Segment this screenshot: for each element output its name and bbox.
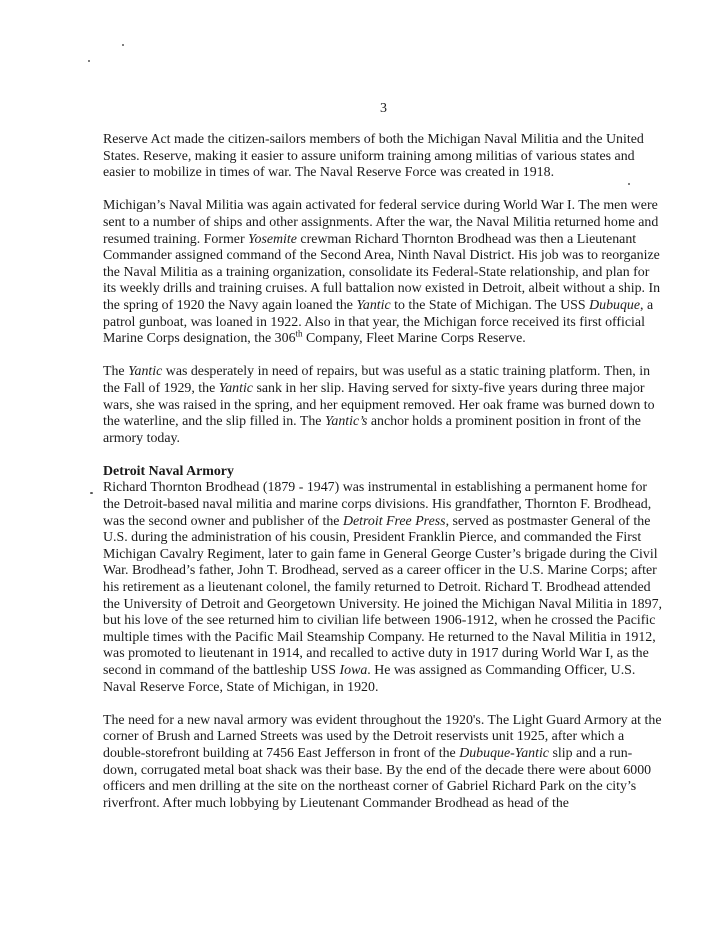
paragraph-reserve-act: Reserve Act made the citizen-sailors members of both the Michigan Naval Militia and the United States. Reserve, making it easier to assure uniform training among militias of various states and easier to mobilize in times of war. The Naval Reserve Force was created in 1918. — [103, 132, 644, 181]
section-heading: Detroit Naval Armory — [103, 463, 234, 479]
scan-speck — [90, 492, 93, 494]
italic-text: Yantic — [356, 297, 391, 313]
scan-speck — [88, 60, 90, 62]
document-body — [103, 132, 663, 829]
paragraph-yantic: The Yantic was desperately in need of repairs, but was useful as a static training platform. Then, in the Fall of 1929, the Yantic sank in her slip. Having served for sixty-five years during three major wars, she was raised in the spring, and her equipment removed. Her oak frame was burned down to the waterline, and the slip filled in. The Yantic’s anchor holds a prominent position in front of the armory today. — [103, 364, 655, 446]
italic-text: Iowa — [339, 663, 368, 678]
italic-text: Yantic — [128, 364, 163, 380]
paragraph-new-armory: The need for a new naval armory was evident throughout the 1920's. The Light Guard Armory at the corner of Brush and Larned Streets was used by the Detroit reservists unit 1925, after which a double-storefront building at 7456 East Jefferson in front of the Dubuque-Yantic slip and a run-down, corrugated metal boat shack was their base. By the end of the decade there were about 6000 officers and men drilling at the site on the northeast corner of Gabriel Richard Park on the city’s riverfront. After much lobbying by Lieutenant Commander Brodhead as head of the — [103, 712, 662, 811]
page-number: 3 — [380, 101, 387, 116]
italic-text: Dubuque-Yantic — [459, 745, 549, 761]
scan-speck — [122, 44, 124, 46]
italic-text: Dubuque — [589, 297, 641, 313]
italic-text: Yantic — [218, 380, 253, 396]
paragraph-brodhead: Richard Thornton Brodhead (1879 - 1947) was instrumental in establishing a permanent home for the Detroit-based naval militia and marine corps divisions. His grandfather, Thornton F. Brodhead, was the second owner and publisher of the Detroit Free Press, served as postmaster General of the U.S. during the administration of his cousin, President Franklin Pierce, and commanded the First Michigan Cavalry Regiment, later to gain fame in General George Custer’s brigade during the Civil War. Brodhead’s father, John T. Brodhead, served as a career officer in the U.S. Marine Corps; after his retirement as a lieutenant colonel, the family returned to Detroit. Richard T. Brodhead attended the University of Detroit and Georgetown University. He joined the Michigan Naval Militia in 1897, but his love of the see returned him to civilian life between 1906-1912, when he crossed the Pacific multiple times with the Pacific Mail Steamship Company. He returned to the Naval Militia in 1912, was promoted to lieutenant in 1914, and recalled to active duty in 1917 during World War I, as the second in command of the battleship USS Iowa. He was assigned as Commanding Officer, U.S. Naval Reserve Force, State of Michigan, in 1920. — [103, 480, 662, 695]
italic-text: Yosemite — [248, 231, 297, 247]
superscript-text: th — [295, 328, 303, 339]
scan-speck — [628, 183, 630, 185]
italic-text: Yantic’s — [324, 414, 368, 430]
paragraph-wwi-militia: Michigan’s Naval Militia was again activated for federal service during World War I. The men were sent to a number of ships and other assignments. After the war, the Naval Militia returned home and resumed training. Former Yosemite crewman Richard Thornton Brodhead was then a Lieutenant Commander assigned command of the Second Area, Ninth Naval District. His job was to reorganize the Naval Militia as a training organization, consolidate its Federal-State relationship, and plan for its weekly drills and training cruises. A full battalion now existed in Detroit, albeit without a ship. In the spring of 1920 the Navy again loaned the Yantic to the State of Michigan. The USS Dubuque, a patrol gunboat, was loaned in 1922. Also in that year, the Michigan force received its first official Marine Corps designation, the 306th Company, Fleet Marine Corps Reserve. — [103, 198, 661, 347]
italic-text: Detroit Free Press — [342, 513, 446, 529]
